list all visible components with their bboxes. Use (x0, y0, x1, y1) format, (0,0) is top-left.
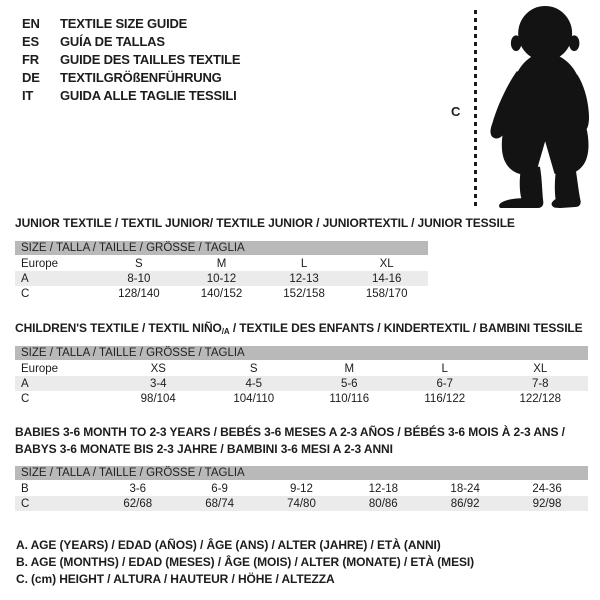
table-row (15, 361, 588, 376)
row-label-cell: C (21, 287, 30, 300)
size-value-cell: 98/104 (140, 392, 176, 405)
footnote-age-months: B. AGE (MONTHS) / EDAD (MESES) / ÂGE (MOIS) / ALTER (MONATE) / ETÀ (MESI) (16, 555, 475, 569)
babies-section-title (15, 424, 565, 458)
table-row (15, 391, 588, 406)
table-row (15, 271, 428, 286)
size-value-cell: 74/80 (261, 496, 343, 511)
size-value-cell: 9-12 (289, 483, 313, 495)
table-row (15, 376, 588, 391)
row-label-cell: A (15, 376, 111, 391)
size-value-cell: 14-16 (345, 271, 428, 286)
size-value-cell: 6-7 (397, 376, 493, 391)
children-title-suffix: / TEXTILE DES ENFANTS / KINDERTEXTIL / BAMBINI TESSILE (229, 321, 583, 335)
row-label-cell: B (21, 483, 29, 495)
size-header-cell: SIZE / TALLA / TAILLE / GRÖSSE / TAGLIA (15, 466, 588, 481)
babies-title-line2: BABYS 3-6 MONATE BIS 2-3 JAHRE / BAMBINI 3-6 MESI A 2-3 ANNI (15, 442, 393, 456)
children-size-table (15, 346, 588, 406)
size-value-cell: 24-36 (532, 483, 562, 495)
language-row (22, 50, 240, 68)
size-value-cell: 86/92 (424, 496, 506, 511)
height-c-label: C (451, 104, 461, 119)
language-code: FR (22, 51, 39, 67)
size-value-cell: 116/122 (424, 392, 466, 405)
row-label-cell: Europe (21, 363, 59, 375)
size-value-cell: 12-13 (263, 271, 346, 286)
size-value-cell: S (249, 363, 258, 375)
size-header-row (15, 241, 428, 256)
size-value-cell: 80/86 (342, 496, 424, 511)
language-code: ES (22, 33, 39, 49)
size-value-cell: 104/110 (233, 392, 275, 405)
size-value-cell: 12-18 (368, 483, 398, 495)
size-value-cell: 62/68 (97, 496, 179, 511)
language-title: GUÍA DE TALLAS (60, 33, 165, 49)
language-code: DE (22, 69, 40, 85)
baby-silhouette-icon (486, 4, 596, 208)
size-value-cell: M (216, 258, 227, 270)
size-value-cell: 158/170 (365, 287, 408, 300)
language-row (22, 86, 240, 104)
size-header-cell: SIZE / TALLA / TAILLE / GRÖSSE / TAGLIA (15, 346, 588, 361)
size-value-cell: 3-6 (129, 483, 147, 495)
row-label-cell: Europe (21, 258, 59, 270)
size-value-cell: 7-8 (493, 376, 589, 391)
language-title: TEXTILE SIZE GUIDE (60, 15, 188, 31)
footnote-height-cm: C. (cm) HEIGHT / ALTURA / HAUTEUR / HÖHE / ALTEZZA (16, 572, 335, 586)
table-row (15, 256, 428, 271)
footnotes (16, 537, 474, 588)
size-value-cell: 8-10 (98, 271, 181, 286)
size-value-cell: 68/74 (179, 496, 261, 511)
height-measure-dashed-line (474, 10, 477, 207)
row-label-cell: C (15, 496, 97, 511)
size-value-cell: 152/158 (283, 287, 325, 300)
size-value-cell: 122/128 (519, 392, 562, 405)
baby-height-figure (440, 0, 600, 215)
size-value-cell: 18-24 (450, 483, 480, 495)
row-label-cell: C (21, 392, 30, 405)
table-row (15, 496, 588, 511)
size-value-cell: S (135, 258, 143, 270)
children-title-subscript: /A (221, 327, 230, 336)
language-title: GUIDA ALLE TAGLIE TESSILI (60, 87, 237, 103)
language-title-list (22, 14, 240, 104)
size-value-cell: M (344, 363, 355, 375)
language-title: GUIDE DES TAILLES TEXTILE (60, 51, 241, 67)
size-header-row (15, 466, 588, 481)
size-value-cell: L (300, 258, 308, 270)
size-value-cell: XL (533, 363, 548, 375)
size-value-cell: 3-4 (111, 376, 207, 391)
babies-title-line1: BABIES 3-6 MONTH TO 2-3 YEARS / BEBÉS 3-6 MESES A 2-3 AÑOS / BÉBÉS 3-6 MOIS À 2-3 ANS / (15, 425, 565, 439)
size-header-cell: SIZE / TALLA / TAILLE / GRÖSSE / TAGLIA (15, 241, 428, 256)
language-row (22, 14, 240, 32)
table-row (15, 286, 428, 301)
size-value-cell: 10-12 (180, 271, 263, 286)
language-row (22, 32, 240, 50)
size-value-cell: L (441, 363, 448, 375)
size-value-cell: 5-6 (302, 376, 398, 391)
size-value-cell: XS (150, 363, 166, 375)
language-code: IT (22, 87, 34, 103)
size-value-cell: 140/152 (200, 287, 243, 300)
junior-size-table (15, 241, 428, 301)
language-title: TEXTILGRÖßENFÜHRUNG (60, 69, 222, 85)
language-row (22, 68, 240, 86)
row-label-cell: A (15, 271, 98, 286)
size-value-cell: 4-5 (206, 376, 302, 391)
table-row (15, 481, 588, 496)
children-title-prefix: CHILDREN'S TEXTILE / TEXTIL NIÑO (15, 321, 222, 335)
size-value-cell: XL (379, 258, 394, 270)
children-section-title (15, 320, 583, 340)
size-value-cell: 92/98 (506, 496, 588, 511)
junior-section-title: JUNIOR TEXTILE / TEXTIL JUNIOR/ TEXTILE JUNIOR / JUNIORTEXTIL / JUNIOR TESSILE (15, 216, 515, 230)
babies-size-table (15, 466, 588, 511)
size-value-cell: 6-9 (211, 483, 228, 495)
language-code: EN (22, 15, 40, 31)
footnote-age-years: A. AGE (YEARS) / EDAD (AÑOS) / ÂGE (ANS) / ALTER (JAHRE) / ETÀ (ANNI) (16, 538, 441, 552)
size-header-row (15, 346, 588, 361)
size-value-cell: 128/140 (118, 287, 160, 300)
size-value-cell: 110/116 (329, 392, 370, 405)
